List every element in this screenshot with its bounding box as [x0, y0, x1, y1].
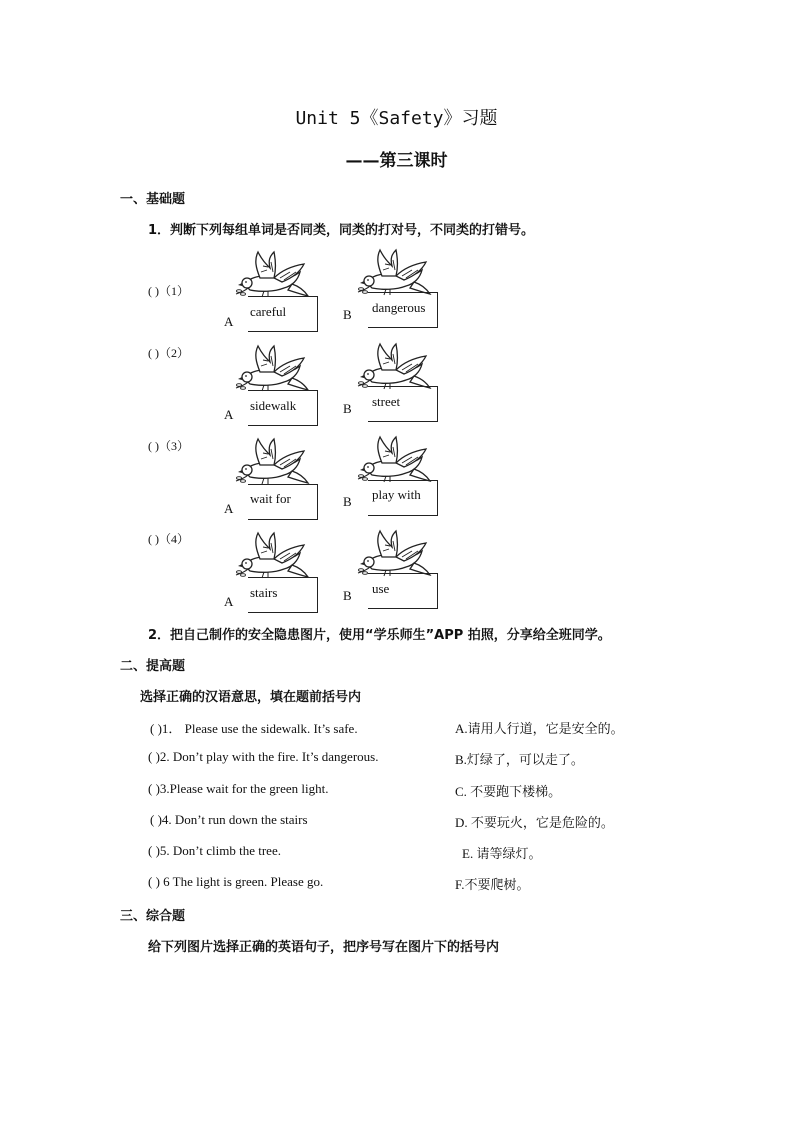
question1-text: 1．判断下列每组单词是否同类，同类的打对号，不同类的打错号。 — [148, 223, 535, 238]
page-title: Unit 5《Safety》习题 — [295, 108, 498, 129]
section1-heading: 一、基础题 — [120, 192, 186, 207]
match-option-a: A.请用人行道，它是安全的。 — [455, 721, 624, 736]
match-option-d: D. 不要玩火，它是危险的。 — [455, 815, 614, 830]
word-a-3: wait for — [250, 491, 291, 506]
section3-instruction: 给下列图片选择正确的英语句子，把序号写在图片下的括号内 — [148, 940, 500, 955]
question2-text: 2．把自己制作的安全隐患图片，使用“学乐师生”APP 拍照，分享给全班同学。 — [148, 628, 611, 643]
word-a-4: stairs — [250, 585, 278, 600]
option-letter-b-2: B — [343, 401, 352, 416]
word-b-1: dangerous — [372, 300, 426, 315]
answer-blank-1[interactable]: ( )（1） — [148, 284, 189, 298]
word-b-4: use — [372, 581, 390, 596]
option-letter-a-4: A — [224, 594, 234, 609]
option-letter-a-3: A — [224, 501, 234, 516]
match-option-b: B.灯绿了，可以走了。 — [455, 752, 584, 767]
word-b-3: play with — [372, 487, 421, 502]
word-a-2: sidewalk — [250, 398, 297, 413]
word-a-1: careful — [250, 304, 287, 319]
match-sentence-2: ( )2. Don’t play with the fire. It’s dangerous. — [148, 749, 379, 764]
answer-blank-2[interactable]: ( )（2） — [148, 346, 189, 360]
page-subtitle: ——第三课时 — [345, 151, 448, 171]
section2-heading: 二、提高题 — [120, 659, 186, 674]
dove-icon — [234, 344, 310, 396]
match-sentence-4: ( )4. Don’t run down the stairs — [150, 812, 308, 827]
section3-heading: 三、综合题 — [120, 909, 186, 924]
match-sentence-6: ( ) 6 The light is green. Please go. — [148, 874, 324, 889]
match-sentence-1: ( )1． Please use the sidewalk. It’s safe. — [150, 721, 358, 736]
dove-icon — [234, 250, 310, 302]
answer-blank-3[interactable]: ( )（3） — [148, 439, 189, 453]
dove-icon — [234, 437, 310, 489]
option-letter-a-1: A — [224, 314, 234, 329]
option-letter-b-3: B — [343, 494, 352, 509]
answer-blank-4[interactable]: ( )（4） — [148, 532, 189, 546]
word-b-2: street — [372, 394, 401, 409]
match-sentence-5: ( )5. Don’t climb the tree. — [148, 843, 281, 858]
option-letter-a-2: A — [224, 407, 234, 422]
match-option-f: F.不要爬树。 — [455, 877, 530, 892]
dove-icon — [234, 531, 310, 583]
section2-instruction: 选择正确的汉语意思，填在题前括号内 — [140, 690, 362, 705]
match-option-c: C. 不要跑下楼梯。 — [455, 784, 562, 799]
option-letter-b-4: B — [343, 588, 352, 603]
match-sentence-3: ( )3.Please wait for the green light. — [148, 781, 329, 796]
match-option-e: E. 请等绿灯。 — [462, 846, 542, 861]
option-letter-b-1: B — [343, 307, 352, 322]
